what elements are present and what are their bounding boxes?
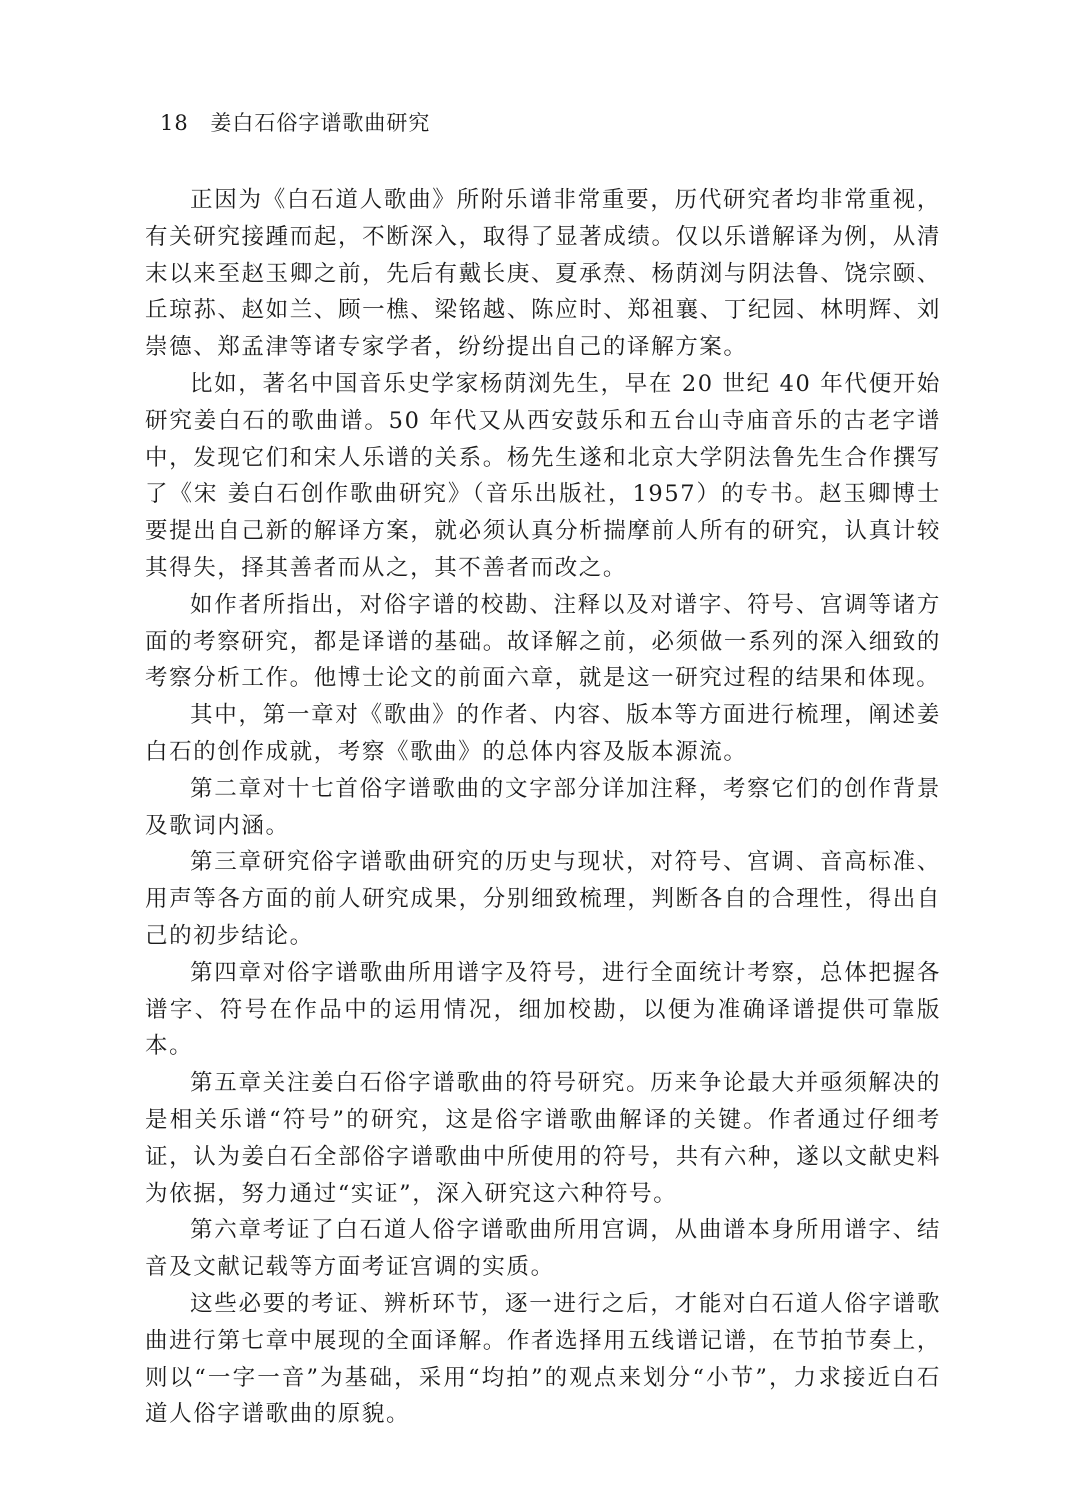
- paragraph-chapter-7: 这些必要的考证、辨析环节，逐一进行之后，才能对白石道人俗字谱歌曲进行第七章中展现的全面译解。作者选择用五线谱记谱，在节拍节奏上，则以“一字一音”为基础，采用“均拍”的观点来划分“小节”，力求接近白石道人俗字谱歌曲的原貌。: [145, 1290, 941, 1428]
- paragraph-research-basis: 如作者所指出，对俗字谱的校勘、注释以及对谱字、符号、宫调等诸方面的考察研究，都是译谱的基础。故译解之前，必须做一系列的深入细致的考察分析工作。他博士论文的前面六章，就是这一研究过程的结果和体现。: [145, 591, 941, 692]
- paragraph-chapter-6: 第六章考证了白石道人俗字谱歌曲所用宫调，从曲谱本身所用谱字、结音及文献记载等方面考证宫调的实质。: [145, 1217, 941, 1281]
- paragraph-chapter-5: 第五章关注姜白石俗字谱歌曲的符号研究。历来争论最大并亟须解决的是相关乐谱“符号”的研究，这是俗字谱歌曲解译的关键。作者通过仔细考证，认为姜白石全部俗字谱歌曲中所使用的符号，共有六种，遂以文献史料为依据，努力通过“实证”，深入研究这六种符号。: [145, 1070, 941, 1207]
- body-text: [145, 182, 941, 1433]
- paragraph-yang-yinliu: 比如，著名中国音乐史学家杨荫浏先生，早在 20 世纪 40 年代便开始研究姜白石的歌曲谱。50 年代又从西安鼓乐和五台山寺庙音乐的古老字谱中，发现它们和宋人乐谱的关系。杨先生遂和北京大学阴法鲁先生合作撰写了《宋 姜白石创作歌曲研究》（音乐出版社，1957）的专书。赵玉卿博士要提出自己新的解译方案，就必须认真分析揣摩前人所有的研究，认真计较其得失，择其善者而从之，其不善者而改之。: [145, 370, 941, 581]
- book-title: 姜白石俗字谱歌曲研究: [210, 111, 431, 135]
- paragraph-chapter-4: 第四章对俗字谱歌曲所用谱字及符号，进行全面统计考察，总体把握各谱字、符号在作品中的运用情况，细加校勘，以便为准确译谱提供可靠版本。: [145, 959, 941, 1060]
- paragraph-intro: 正因为《白石道人歌曲》所附乐谱非常重要，历代研究者均非常重视，有关研究接踵而起，不断深入，取得了显著成绩。仅以乐谱解译为例，从清末以来至赵玉卿之前，先后有戴长庚、夏承焘、杨荫浏与阴法鲁、饶宗颐、丘琼荪、赵如兰、顾一樵、梁铭越、陈应时、郑祖襄、丁纪园、林明辉、刘崇德、郑孟津等诸专家学者，纷纷提出自己的译解方案。: [145, 187, 941, 361]
- paragraph-chapter-2: 第二章对十七首俗字谱歌曲的文字部分详加注释，考察它们的创作背景及歌词内涵。: [145, 775, 941, 839]
- paragraph-chapter-3: 第三章研究俗字谱歌曲研究的历史与现状，对符号、宫调、音高标准、用声等各方面的前人研究成果，分别细致梳理，判断各自的合理性，得出自己的初步结论。: [145, 849, 941, 949]
- running-head: [160, 108, 430, 138]
- page-number: 18: [160, 111, 189, 135]
- paragraph-chapter-1: 其中，第一章对《歌曲》的作者、内容、版本等方面进行梳理，阐述姜白石的创作成就，考察《歌曲》的总体内容及版本源流。: [145, 702, 941, 765]
